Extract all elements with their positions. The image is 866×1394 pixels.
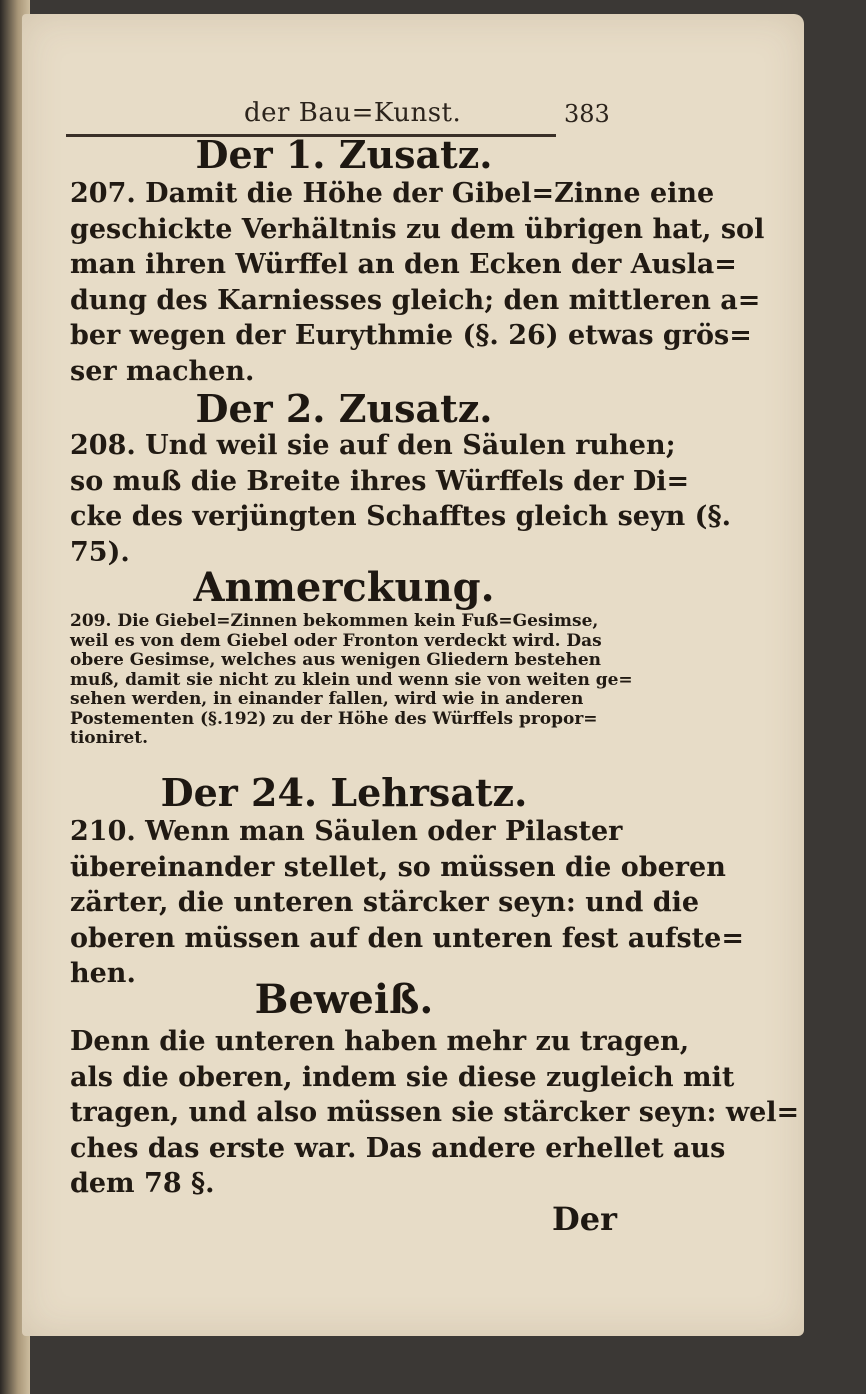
book-page xyxy=(22,14,804,1336)
text-line: so muß die Breite ihres Würffels der Di= xyxy=(70,465,690,497)
paragraph-209-note xyxy=(70,611,633,749)
text-line: 207. Damit die Höhe der Gibel=Zinne eine xyxy=(70,178,715,209)
catchword: Der xyxy=(552,1200,617,1238)
section-heading-zusatz-2: Der 2. Zusatz. xyxy=(195,386,493,431)
text-line: tioniret. xyxy=(70,728,149,748)
text-line: sehen werden, in einander fallen, wird wie in anderen xyxy=(70,689,584,709)
text-line: 75). xyxy=(70,536,130,568)
text-line: 210. Wenn man Säulen oder Pilaster xyxy=(70,816,623,847)
text-line: obere Gesimse, welches aus wenigen Gliedern bestehen xyxy=(70,650,602,670)
text-line: Denn die unteren haben mehr zu tragen, xyxy=(70,1026,690,1057)
text-line: ber wegen der Eurythmie (§. 26) etwas grös= xyxy=(70,320,752,351)
paragraph-beweis xyxy=(70,1024,800,1202)
text-line: hen. xyxy=(70,958,136,989)
running-title: der Bau=Kunst. xyxy=(244,98,462,128)
section-heading-beweis: Beweiß. xyxy=(254,976,434,1023)
text-line: 209. Die Giebel=Zinnen bekommen kein Fuß=Gesimse, xyxy=(70,611,599,631)
text-line: als die oberen, indem sie diese zugleich mit xyxy=(70,1061,735,1093)
text-line: tragen, und also müssen sie stärcker seyn: wel= xyxy=(70,1097,800,1128)
text-line: weil es von dem Giebel oder Fronton verdeckt wird. Das xyxy=(70,630,602,651)
text-line: cke des verjüngten Schafftes gleich seyn (§. xyxy=(70,501,731,532)
text-line: muß, damit sie nicht zu klein und wenn sie von weiten ge= xyxy=(70,669,633,690)
text-line: dung des Karniesses gleich; den mittleren a= xyxy=(70,284,761,316)
text-line: geschickte Verhältnis zu dem übrigen hat, sol xyxy=(70,213,765,245)
section-heading-anmerckung: Anmerckung. xyxy=(193,564,495,611)
paragraph-207 xyxy=(70,176,765,389)
text-line: man ihren Würffel an den Ecken der Ausla= xyxy=(70,249,737,280)
text-line: 208. Und weil sie auf den Säulen ruhen; xyxy=(70,430,676,461)
text-line: ser machen. xyxy=(70,355,255,387)
text-line: zärter, die unteren stärcker seyn: und die xyxy=(70,887,700,918)
page-number: 383 xyxy=(564,100,610,128)
paragraph-210 xyxy=(70,814,744,992)
text-line: Postementen (§.192) zu der Höhe des Würffels propor= xyxy=(70,708,598,729)
section-heading-lehrsatz-24: Der 24. Lehrsatz. xyxy=(160,770,528,815)
paragraph-208 xyxy=(70,428,731,570)
section-heading-zusatz-1: Der 1. Zusatz. xyxy=(195,132,493,177)
text-line: ches das erste war. Das andere erhellet aus xyxy=(70,1132,726,1164)
text-line: übereinander stellet, so müssen die oberen xyxy=(70,851,726,883)
text-line: oberen müssen auf den unteren fest aufste= xyxy=(70,922,744,954)
text-line: dem 78 §. xyxy=(70,1168,215,1199)
